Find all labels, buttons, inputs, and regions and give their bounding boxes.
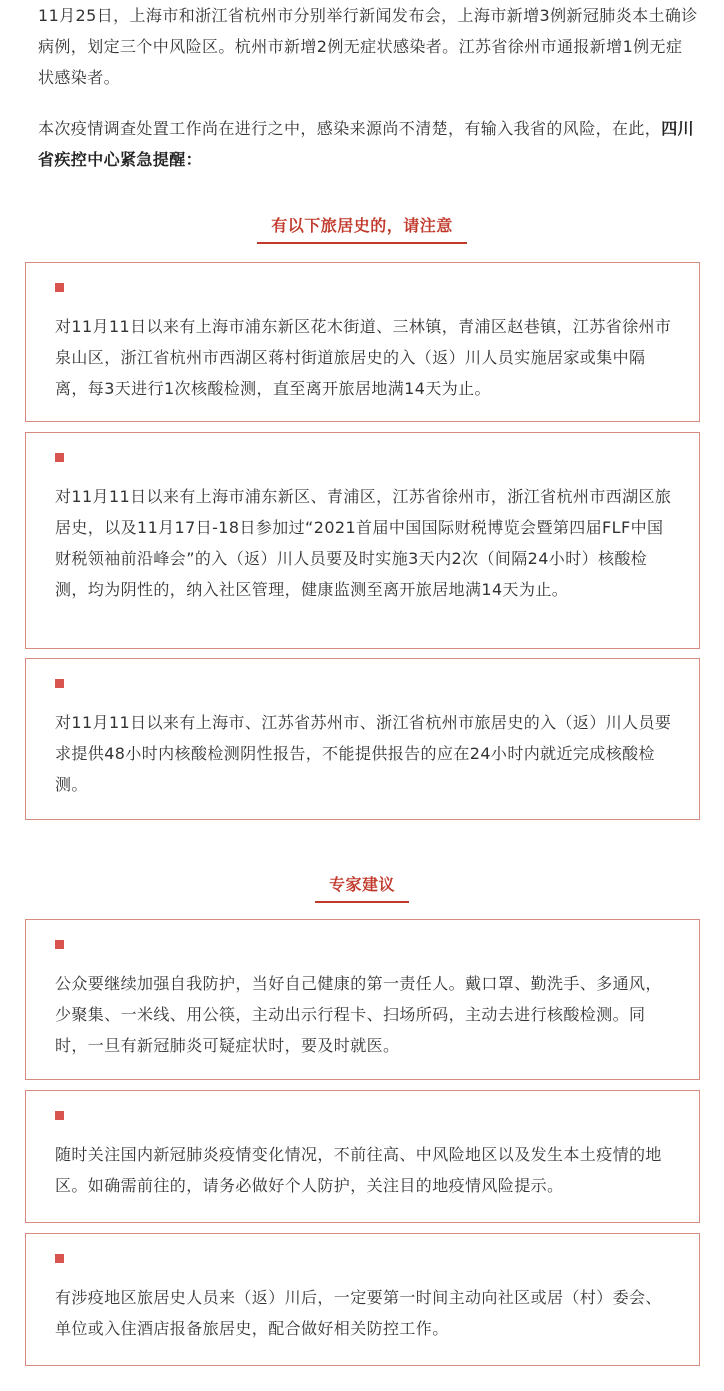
advice-card-text: 随时关注国内新冠肺炎疫情变化情况，不前往高、中风险地区以及发生本土疫情的地区。如确需前往的，请务必做好个人防护，关注目的地疫情风险提示。 xyxy=(55,1145,662,1195)
square-bullet-icon xyxy=(55,940,64,949)
notice-card xyxy=(25,432,700,649)
section-title-travel-history xyxy=(0,213,724,244)
square-bullet-icon xyxy=(55,679,64,688)
notice-card-text: 对11月11日以来有上海市、江苏省苏州市、浙江省杭州市旅居史的入（返）川人员要求提供48小时内核酸检测阴性报告，不能提供报告的应在24小时内就近完成核酸检测。 xyxy=(55,713,672,794)
notice-card-text: 对11月11日以来有上海市浦东新区花木街道、三林镇，青浦区赵巷镇，江苏省徐州市泉山区，浙江省杭州市西湖区蒋村街道旅居史的入（返）川人员实施居家或集中隔离，每3天进行1次核酸检测，直至离开旅居地满14天为止。 xyxy=(55,317,672,398)
notice-card xyxy=(25,658,700,820)
square-bullet-icon xyxy=(55,1111,64,1120)
square-bullet-icon xyxy=(55,1254,64,1263)
section-title-label: 专家建议 xyxy=(315,872,409,903)
section-title-label: 有以下旅居史的，请注意 xyxy=(257,213,467,244)
section-title-expert-advice xyxy=(0,872,724,903)
notice-card xyxy=(25,262,700,422)
intro-emphasis: 四川省疾控中心紧急提醒： xyxy=(38,119,695,169)
intro-paragraph-1: 11月25日，上海市和浙江省杭州市分别举行新闻发布会，上海市新增3例新冠肺炎本土确诊病例，划定三个中风险区。杭州市新增2例无症状感染者。江苏省徐州市通报新增1例无症状感染者。 xyxy=(38,6,698,87)
advice-card-text: 有涉疫地区旅居史人员来（返）川后，一定要第一时间主动向社区或居（村）委会、单位或入住酒店报备旅居史，配合做好相关防控工作。 xyxy=(55,1288,662,1338)
intro-paragraph-2 xyxy=(38,113,698,175)
square-bullet-icon xyxy=(55,283,64,292)
advice-card xyxy=(25,1090,700,1223)
square-bullet-icon xyxy=(55,453,64,462)
advice-card xyxy=(25,919,700,1080)
advice-card-text: 公众要继续加强自我防护，当好自己健康的第一责任人。戴口罩、勤洗手、多通风，少聚集、一米线、用公筷，主动出示行程卡、扫场所码，主动去进行核酸检测。同时，一旦有新冠肺炎可疑症状时，要及时就医。 xyxy=(55,974,662,1055)
intro-paragraph-2-text: 本次疫情调查处置工作尚在进行之中，感染来源尚不清楚，有输入我省的风险，在此， xyxy=(38,119,662,138)
notice-card-text: 对11月11日以来有上海市浦东新区、青浦区，江苏省徐州市，浙江省杭州市西湖区旅居史，以及11月17日-18日参加过“2021首届中国国际财税博览会暨第四届FLF中国财税领袖前沿峰会”的入（返）川人员要及时实施3天内2次（间隔24小时）核酸检测，均为阴性的，纳入社区管理，健康监测至离开旅居地满14天为止。 xyxy=(55,487,672,599)
advice-card xyxy=(25,1233,700,1366)
